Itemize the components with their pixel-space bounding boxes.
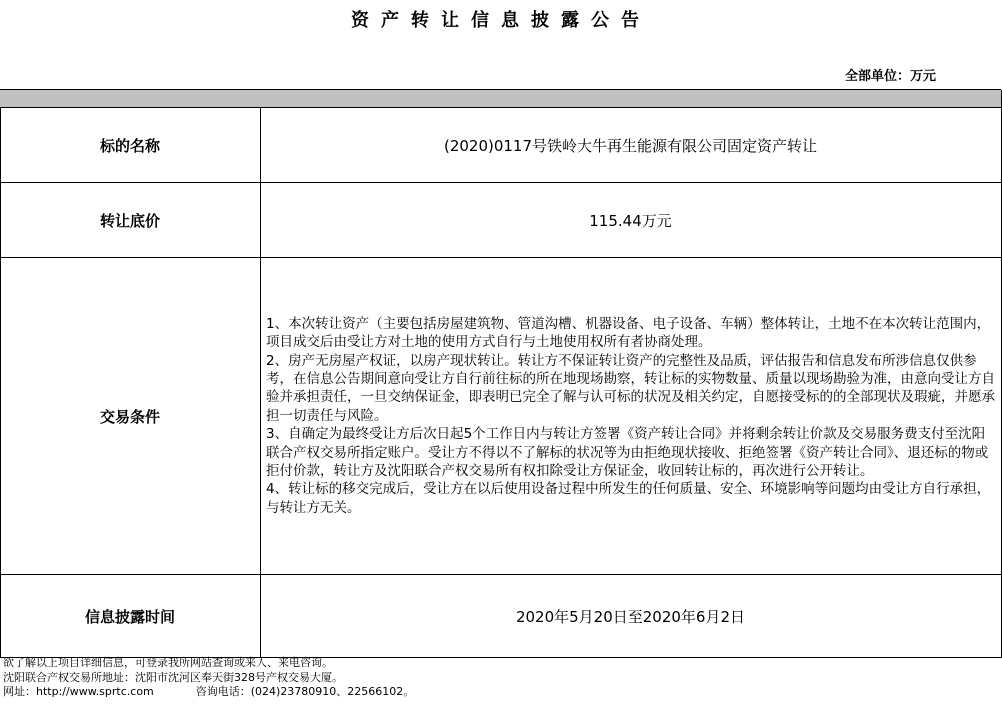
- phone-label: 咨询电话：: [195, 685, 251, 698]
- row-label-name: 标的名称: [0, 108, 261, 183]
- page-title: 资产转让信息披露公告: [351, 10, 651, 31]
- unit-note: 全部单位：万元: [844, 69, 936, 84]
- footer-info-line: 欲了解以上项目详细信息，可登录我所网站查询或来人、来电咨询。: [3, 656, 333, 669]
- row-label-conditions: 交易条件: [0, 258, 261, 575]
- table-header-row: [1, 90, 1002, 108]
- table-row: [1, 258, 1002, 575]
- condition-item: 2、房产无房屋产权证，以房产现状转让。转让方不保证转让资产的完整性及品质，评估报告和信息发布所涉信息仅供参考，在信息公告期间意向受让方自行前往标的所在地现场勘察，转让标的实物数量、质量以现场勘验为准，由意向受让方自验并承担责任，一旦交纳保证金，即表明已完全了解与认可标的状况及相关约定，自愿接受标的的全部现状及瑕疵，并愿承担一切责任与风险。: [266, 352, 995, 424]
- website-label: 网址：: [3, 685, 36, 698]
- header-cell-left: [0, 90, 261, 108]
- condition-item: 4、转让标的移交完成后，受让方在以后使用设备过程中所发生的任何质量、安全、环境影响等问题均由受让方自行承担，与转让方无关。: [266, 481, 991, 516]
- header-cell-right: [260, 90, 1002, 108]
- website-link[interactable]: http://www.sprtc.com: [36, 685, 154, 698]
- row-value-price: 115.44万元: [260, 183, 1002, 258]
- row-label-price: 转让底价: [0, 183, 261, 258]
- phone-number: (024)23780910、22566102。: [250, 685, 415, 698]
- footer-contact-line: [3, 685, 414, 700]
- condition-item: 1、本次转让资产（主要包括房屋建筑物、管道沟槽、机器设备、电子设备、车辆）整体转让，土地不在本次转让范围内，项目成交后由受让方对土地的使用方式自行与土地使用权所有者协商处理。: [266, 315, 991, 351]
- table-row: [1, 108, 1002, 183]
- footer: [3, 656, 414, 700]
- info-table: [0, 89, 1001, 657]
- table-row: [1, 575, 1002, 658]
- condition-item: 3、自确定为最终受让方后次日起5个工作日内与转让方签署《资产转让合同》并将剩余转让价款及交易服务费支付至沈阳联合产权交易所指定账户。受让方不得以不了解标的状况等为由拒绝现状接收、拒绝签署《资产转让合同》、退还标的物或拒付价款，转让方及沈阳联合产权交易所有权扣除受让方保证金，收回转让标的，再次进行公开转让。: [266, 426, 989, 480]
- row-value-period: 2020年5月20日至2020年6月2日: [260, 575, 1002, 658]
- row-label-period: 信息披露时间: [0, 575, 261, 658]
- table-row: [1, 183, 1002, 258]
- footer-address-line: 沈阳联合产权交易所地址：沈阳市沈河区奉天街328号产权交易大厦。: [3, 670, 343, 684]
- row-value-name: (2020)0117号铁岭大牛再生能源有限公司固定资产转让: [260, 108, 1002, 183]
- row-value-conditions: [260, 258, 1002, 575]
- conditions-text: [266, 315, 997, 517]
